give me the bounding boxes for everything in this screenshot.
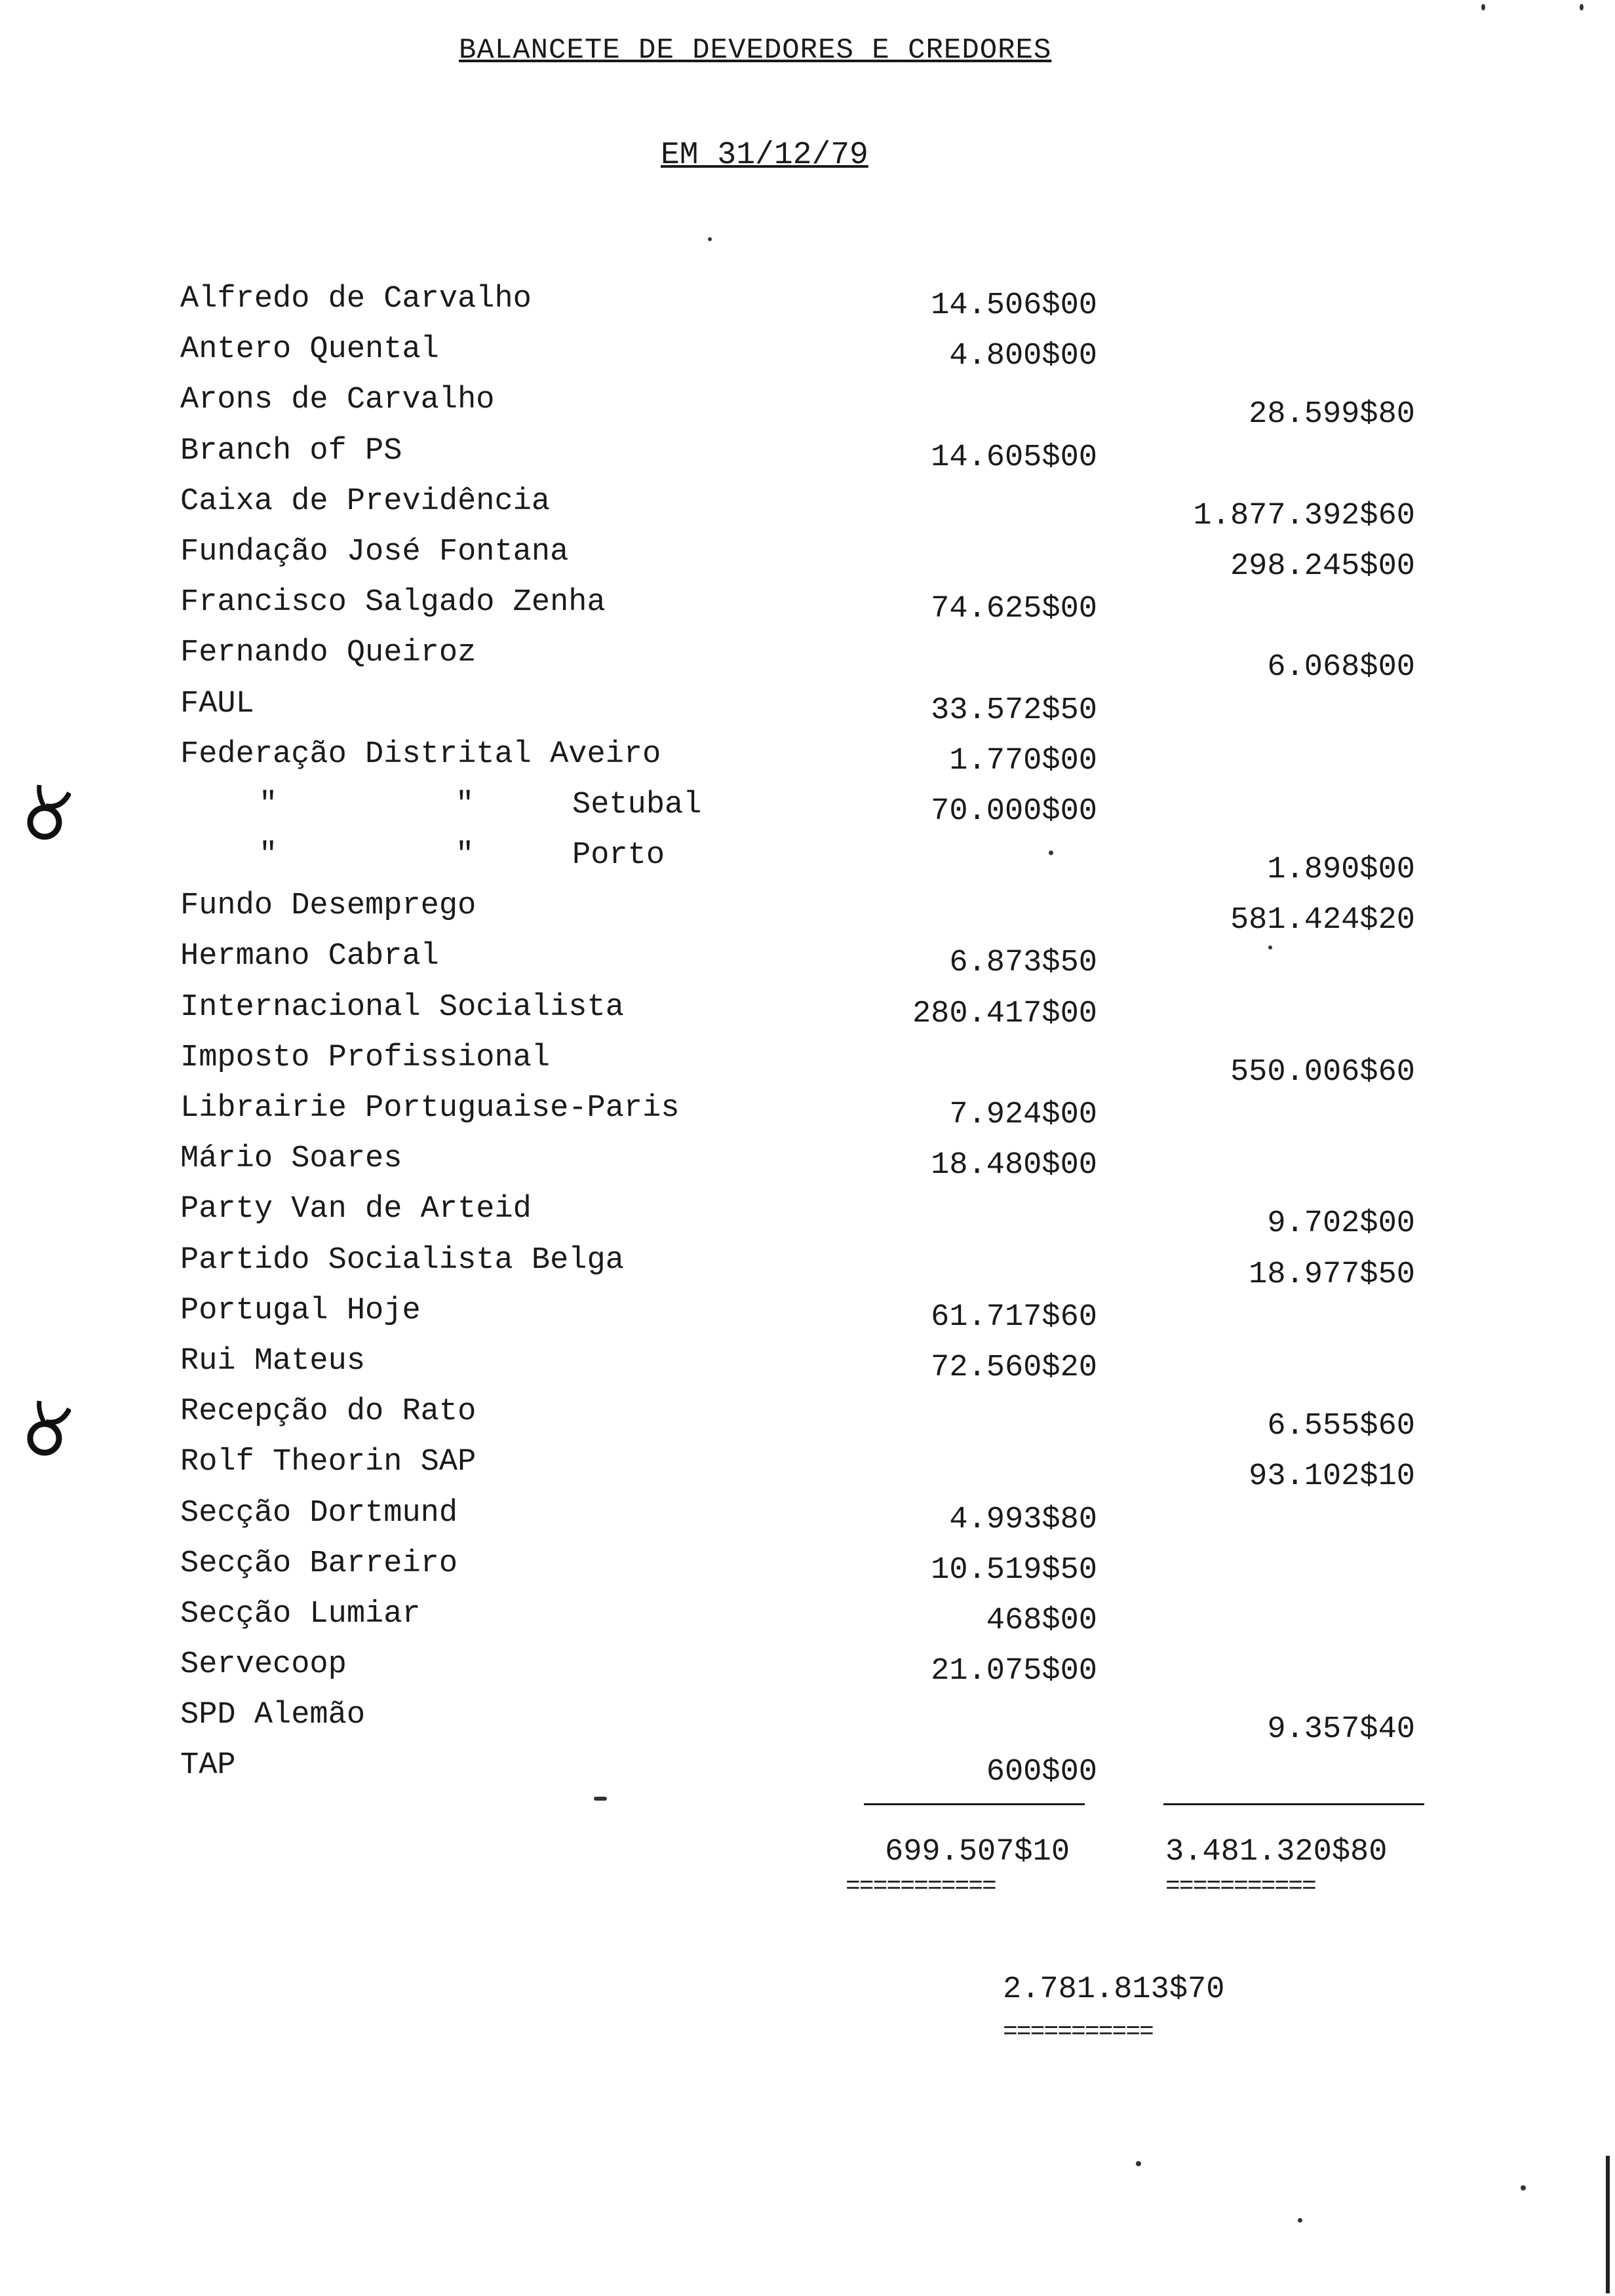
binder-mark-icon xyxy=(25,1396,71,1468)
binder-mark-icon xyxy=(25,780,71,852)
ledger-debit: 7.924$00 xyxy=(949,1098,1097,1132)
ledger-account-name: Recepção do Rato xyxy=(180,1394,477,1430)
ledger-account-name: Porto xyxy=(572,838,665,873)
ledger-row xyxy=(0,1041,1615,1091)
ledger-account-name: Mário Soares xyxy=(180,1141,402,1177)
ledger-row xyxy=(0,1647,1615,1698)
ledger-rows xyxy=(0,282,1615,1799)
ledger-debit: 74.625$00 xyxy=(931,592,1097,627)
ledger-credit: 9.357$40 xyxy=(1267,1712,1415,1748)
ledger-credit: 6.068$00 xyxy=(1267,650,1415,685)
ledger-account-name: FAUL xyxy=(180,686,254,721)
scan-speck xyxy=(1481,4,1485,10)
debit-double-rule: =========== xyxy=(846,1873,996,1901)
ledger-row xyxy=(0,1748,1615,1799)
ledger-account-name: Portugal Hoje xyxy=(180,1293,421,1328)
ledger-account-name: Secção Lumiar xyxy=(180,1596,421,1632)
ditto-mark: " xyxy=(259,838,278,873)
scan-speck xyxy=(1049,851,1053,855)
scan-speck xyxy=(1521,2185,1526,2191)
ledger-credit: 28.599$80 xyxy=(1249,397,1415,432)
ledger-credit: 581.424$20 xyxy=(1230,903,1415,938)
ledger-account-name: Arons de Carvalho xyxy=(180,383,495,418)
scan-speck xyxy=(1136,2161,1141,2166)
ledger-account-name: Hermano Cabral xyxy=(180,939,439,974)
ledger-account-name: Servecoop xyxy=(180,1647,347,1683)
scan-speck xyxy=(1268,946,1272,949)
ledger-account-name: Francisco Salgado Zenha xyxy=(180,585,606,621)
ledger-debit: 600$00 xyxy=(986,1755,1097,1790)
ledger-debit: 14.605$00 xyxy=(931,440,1097,475)
ledger-debit: 33.572$50 xyxy=(931,693,1097,728)
ledger-credit: 18.977$50 xyxy=(1249,1257,1415,1292)
ditto-mark: " xyxy=(456,787,475,822)
ledger-row xyxy=(0,1293,1615,1344)
difference-total: 2.781.813$70 xyxy=(1003,1972,1225,2007)
page-edge-shadow xyxy=(1606,2156,1610,2293)
ledger-row xyxy=(0,1141,1615,1192)
difference-double-rule: =========== xyxy=(1003,2018,1153,2046)
ledger-row xyxy=(0,1344,1615,1394)
ledger-debit: 280.417$00 xyxy=(912,996,1097,1031)
debit-sum-rule xyxy=(864,1803,1085,1805)
ledger-debit: 6.873$50 xyxy=(949,946,1097,981)
ledger-account-name: Secção Dortmund xyxy=(180,1495,458,1531)
ledger-account-name: SPD Alemão xyxy=(180,1698,366,1733)
credit-total: 3.481.320$80 xyxy=(1165,1835,1388,1869)
ledger-debit: 1.770$00 xyxy=(949,743,1097,778)
ledger-account-name: Imposto Profissional xyxy=(180,1040,551,1075)
ledger-row xyxy=(0,332,1615,383)
credit-double-rule: =========== xyxy=(1165,1873,1315,1901)
ledger-account-name: Federação Distrital Aveiro xyxy=(180,737,661,772)
ledger-credit: 93.102$10 xyxy=(1249,1459,1415,1495)
ledger-account-name: Alfredo de Carvalho xyxy=(180,282,532,316)
ledger-debit: 4.800$00 xyxy=(949,339,1097,374)
ledger-debit: 61.717$60 xyxy=(931,1299,1097,1335)
ledger-account-name: Setubal xyxy=(572,787,702,822)
document-title: BALANCETE DE DEVEDORES E CREDORES xyxy=(459,34,1052,67)
ledger-account-name: Rolf Theorin SAP xyxy=(180,1445,477,1480)
scan-speck xyxy=(1580,4,1584,10)
ledger-account-name: Fundação José Fontana xyxy=(180,534,569,569)
scan-speck xyxy=(594,1797,607,1801)
ledger-credit: 1.890$00 xyxy=(1267,852,1415,888)
ledger-credit: 298.245$00 xyxy=(1230,548,1415,584)
ledger-debit: 18.480$00 xyxy=(931,1148,1097,1183)
ledger-row xyxy=(0,788,1615,838)
ledger-account-name: Antero Quental xyxy=(180,332,439,368)
ledger-row xyxy=(0,585,1615,636)
ledger-row xyxy=(0,1091,1615,1141)
debit-total: 699.507$10 xyxy=(885,1835,1070,1869)
ledger-row xyxy=(0,838,1615,889)
ledger-account-name: Fernando Queiroz xyxy=(180,636,477,671)
ledger-row xyxy=(0,1597,1615,1647)
ledger-row xyxy=(0,535,1615,585)
scan-speck xyxy=(1298,2218,1302,2223)
ledger-row xyxy=(0,434,1615,484)
ledger-row xyxy=(0,1192,1615,1242)
ledger-account-name: Branch of PS xyxy=(180,433,402,469)
ditto-mark: " xyxy=(456,838,475,873)
ledger-row xyxy=(0,484,1615,535)
ledger-row xyxy=(0,1698,1615,1748)
ledger-account-name: Fundo Desemprego xyxy=(180,889,477,924)
ledger-account-name: TAP xyxy=(180,1748,236,1784)
ledger-row xyxy=(0,636,1615,686)
ledger-row xyxy=(0,282,1615,332)
ledger-account-name: Caixa de Previdência xyxy=(180,484,551,519)
ledger-row xyxy=(0,939,1615,989)
scan-speck xyxy=(708,237,712,241)
ledger-row xyxy=(0,1546,1615,1597)
ledger-debit: 4.993$80 xyxy=(949,1502,1097,1537)
ledger-row xyxy=(0,1496,1615,1546)
ledger-credit: 9.702$00 xyxy=(1267,1206,1415,1242)
credit-sum-rule xyxy=(1163,1803,1424,1805)
ledger-account-name: Rui Mateus xyxy=(180,1343,366,1379)
ditto-mark: " xyxy=(259,787,278,822)
ledger-row xyxy=(0,889,1615,939)
ledger-account-name: Librairie Portuguaise-Paris xyxy=(180,1091,680,1126)
ledger-row xyxy=(0,383,1615,433)
ledger-debit: 72.560$20 xyxy=(931,1350,1097,1385)
ledger-row xyxy=(0,1394,1615,1445)
ledger-debit: 14.506$00 xyxy=(931,288,1097,323)
ledger-row xyxy=(0,1445,1615,1495)
ledger-debit: 21.075$00 xyxy=(931,1654,1097,1689)
document-date: EM 31/12/79 xyxy=(661,138,868,173)
ledger-credit: 550.006$60 xyxy=(1230,1054,1415,1090)
ledger-debit: 468$00 xyxy=(986,1603,1097,1638)
ledger-account-name: Partido Socialista Belga xyxy=(180,1242,624,1278)
ledger-account-name: Secção Barreiro xyxy=(180,1546,458,1581)
ledger-debit: 10.519$50 xyxy=(931,1552,1097,1588)
ledger-credit: 6.555$60 xyxy=(1267,1409,1415,1444)
ledger-debit: 70.000$00 xyxy=(931,794,1097,829)
ledger-account-name: Party Van de Arteid xyxy=(180,1192,532,1227)
ledger-credit: 1.877.392$60 xyxy=(1193,498,1415,533)
ledger-account-name: Internacional Socialista xyxy=(180,989,624,1025)
ledger-row xyxy=(0,687,1615,737)
ledger-row xyxy=(0,1243,1615,1293)
ledger-row xyxy=(0,737,1615,788)
ledger-row xyxy=(0,990,1615,1041)
